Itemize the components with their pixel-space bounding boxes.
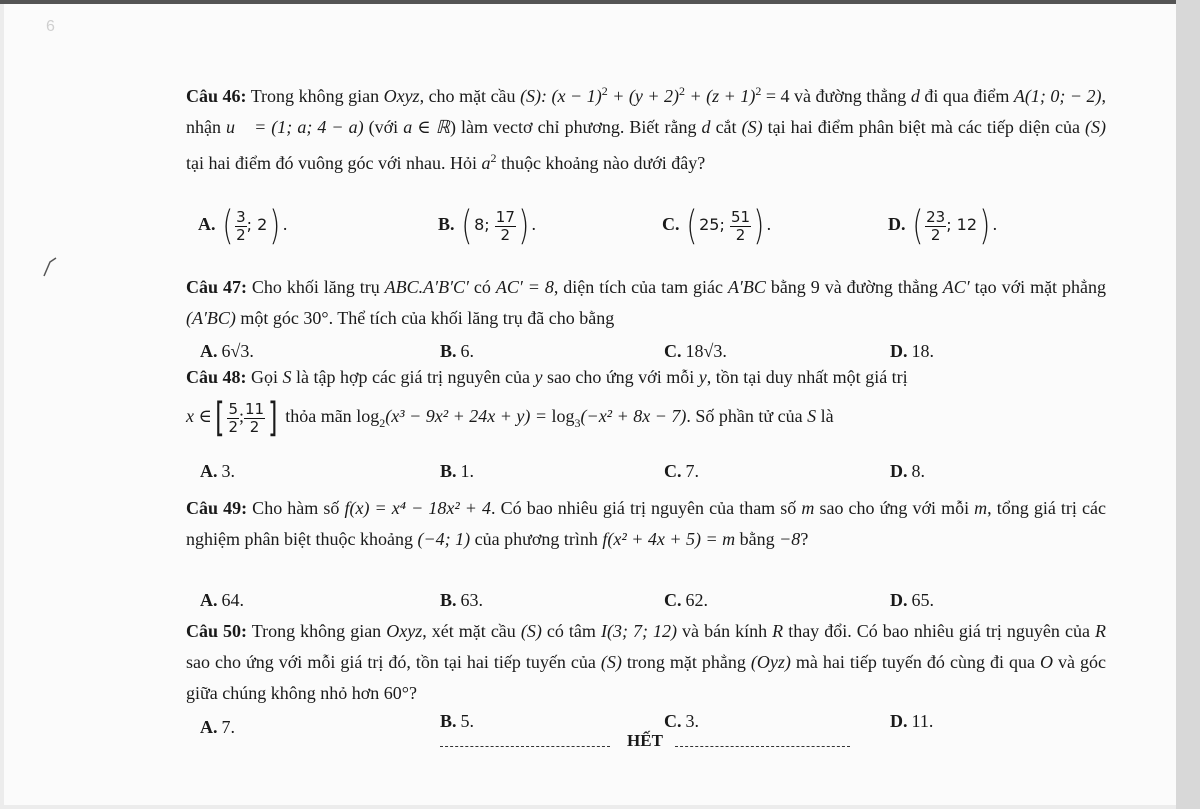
option-d[interactable]: D. 65. xyxy=(890,590,934,610)
end-marker xyxy=(440,731,850,761)
end-text: HẾT xyxy=(627,731,663,750)
question-48-line-2: x ∈[ $\frac{5}{2}$ ; $\frac{11}{2}$ ] thỏa mãn $\log_2(x^3 - 9x^2 + 24x + y) = \log_3(-x^2 + 8x - 7)$. Số phần tử của S là xyxy=(186,395,834,441)
question-label: Câu 46: xyxy=(186,86,247,106)
question-label: Câu 47: xyxy=(186,277,247,297)
option-a[interactable]: A. 64. xyxy=(200,590,244,610)
option-c[interactable]: C. 7. xyxy=(664,461,699,481)
option-b[interactable]: B. 63. xyxy=(440,590,484,610)
page-number: 6 xyxy=(46,18,55,35)
option-c[interactable]: C. 62. xyxy=(664,590,708,610)
question-label: Câu 49: xyxy=(186,498,248,518)
option-d[interactable]: D. 18. xyxy=(890,341,934,361)
option-c[interactable]: C. 18√3. xyxy=(664,341,727,361)
divider-right xyxy=(675,746,850,747)
option-a[interactable]: A. 6√3. xyxy=(200,341,254,361)
option-b[interactable]: B. 1. xyxy=(440,461,475,481)
options-row xyxy=(186,585,1106,619)
question-49: Câu 49: Cho hàm số f(x) = x⁴ − 18x² + 4. Có bao nhiêu giá trị nguyên của tham số m sao cho ứng với mỗi m, tổng giá trị các nghiệm phân biệt thuộc khoảng (−4; 1) của phương trình f(x² + 4x + 5) = m bằng −8? A. 64. B. 63. C. 62. D. 65. xyxy=(186,493,1106,555)
question-50: Câu 50: Trong không gian Oxyz, xét mặt cầu (S) có tâm I(3; 7; 12) và bán kính R thay đổi. Có bao nhiêu giá trị nguyên của R sao cho ứng với mỗi giá trị đó, tồn tại hai tiếp tuyến của (S) trong mặt phẳng (Oyz) mà hai tiếp tuyến đó cùng đi qua O và góc giữa chúng không nhỏ hơn 60°? A. 7. B. 5. C. 3. D. 11. xyxy=(186,616,1106,709)
question-48: Câu 48: Gọi S là tập hợp các giá trị nguyên của y sao cho ứng với mỗi y, tồn tại duy nhất một giá trị x ∈[ $\frac{5}{2}$ ; $\frac{11}{2}$ ] thỏa mãn $\log_2(x^3 - 9x^2 + 24x + y) = \log_3(-x^2 + 8x - 7)$. Số phần tử của S là A. 3. B. 1. C. 7. D. 8. xyxy=(186,362,1106,393)
option-b[interactable]: B. 5. xyxy=(440,711,475,731)
question-label: Câu 50: xyxy=(186,621,248,641)
option-a[interactable]: A. ( $\frac{3}{2}$ ; 2) . xyxy=(198,203,288,249)
option-a[interactable]: A. 7. xyxy=(200,717,235,737)
question-label: Câu 48: xyxy=(186,367,247,387)
option-c[interactable]: C. ( 25; $\frac{51}{2}$ ) . xyxy=(662,203,772,249)
question-47: Câu 47: Cho khối lăng trụ ABC.A′B′C′ có AC′ = 8, diện tích của tam giác A′BC bằng 9 và đường thẳng AC′ tạo với mặt phẳng (A′BC) một góc 30°. Thể tích của khối lăng trụ đã cho bằng A. 6√3. B. 6. C. 18√3. D. 18. xyxy=(186,272,1106,334)
option-b[interactable]: B. ( 8; $\frac{17}{2}$ ) . xyxy=(438,203,536,249)
option-d[interactable]: D. ( $\frac{23}{2}$ ; 12) . xyxy=(888,203,998,249)
options-row xyxy=(186,203,1106,249)
question-46: Câu 46: Trong không gian Oxyz, cho mặt cầu (S): $(x - 1)^2 + (y + 2)^2 + (z + 1)^2 = 4$ và đường thẳng d đi qua điểm A(1; 0; − 2), nhận u⃗ = (1; a; 4 − a) (với a ∈ ℝ) làm vectơ chỉ phương. Biết rằng d cắt (S) tại hai điểm phân biệt mà các tiếp diện của (S) tại hai điểm đó vuông góc với nhau. Hỏi $a^2$ thuộc khoảng nào dưới đây? A. ( $\frac{3}{2}$ ; 2) . B. ( 8; $\frac{17}{2}$ ) . C. ( 25; $\frac{51}{2}$ ) . D. ( $\frac{23}{2}$ ; 12) . xyxy=(186,84,1107,249)
option-d[interactable]: D. 8. xyxy=(890,461,925,481)
option-a[interactable]: A. 3. xyxy=(200,461,235,481)
divider-left xyxy=(440,746,610,747)
option-c[interactable]: C. 3. xyxy=(664,711,699,731)
options-row xyxy=(186,456,1106,490)
option-d[interactable]: D. 11. xyxy=(890,711,934,731)
option-b[interactable]: B. 6. xyxy=(440,341,475,361)
viewer-right-edge xyxy=(1176,0,1200,809)
pen-mark-icon xyxy=(42,256,58,278)
